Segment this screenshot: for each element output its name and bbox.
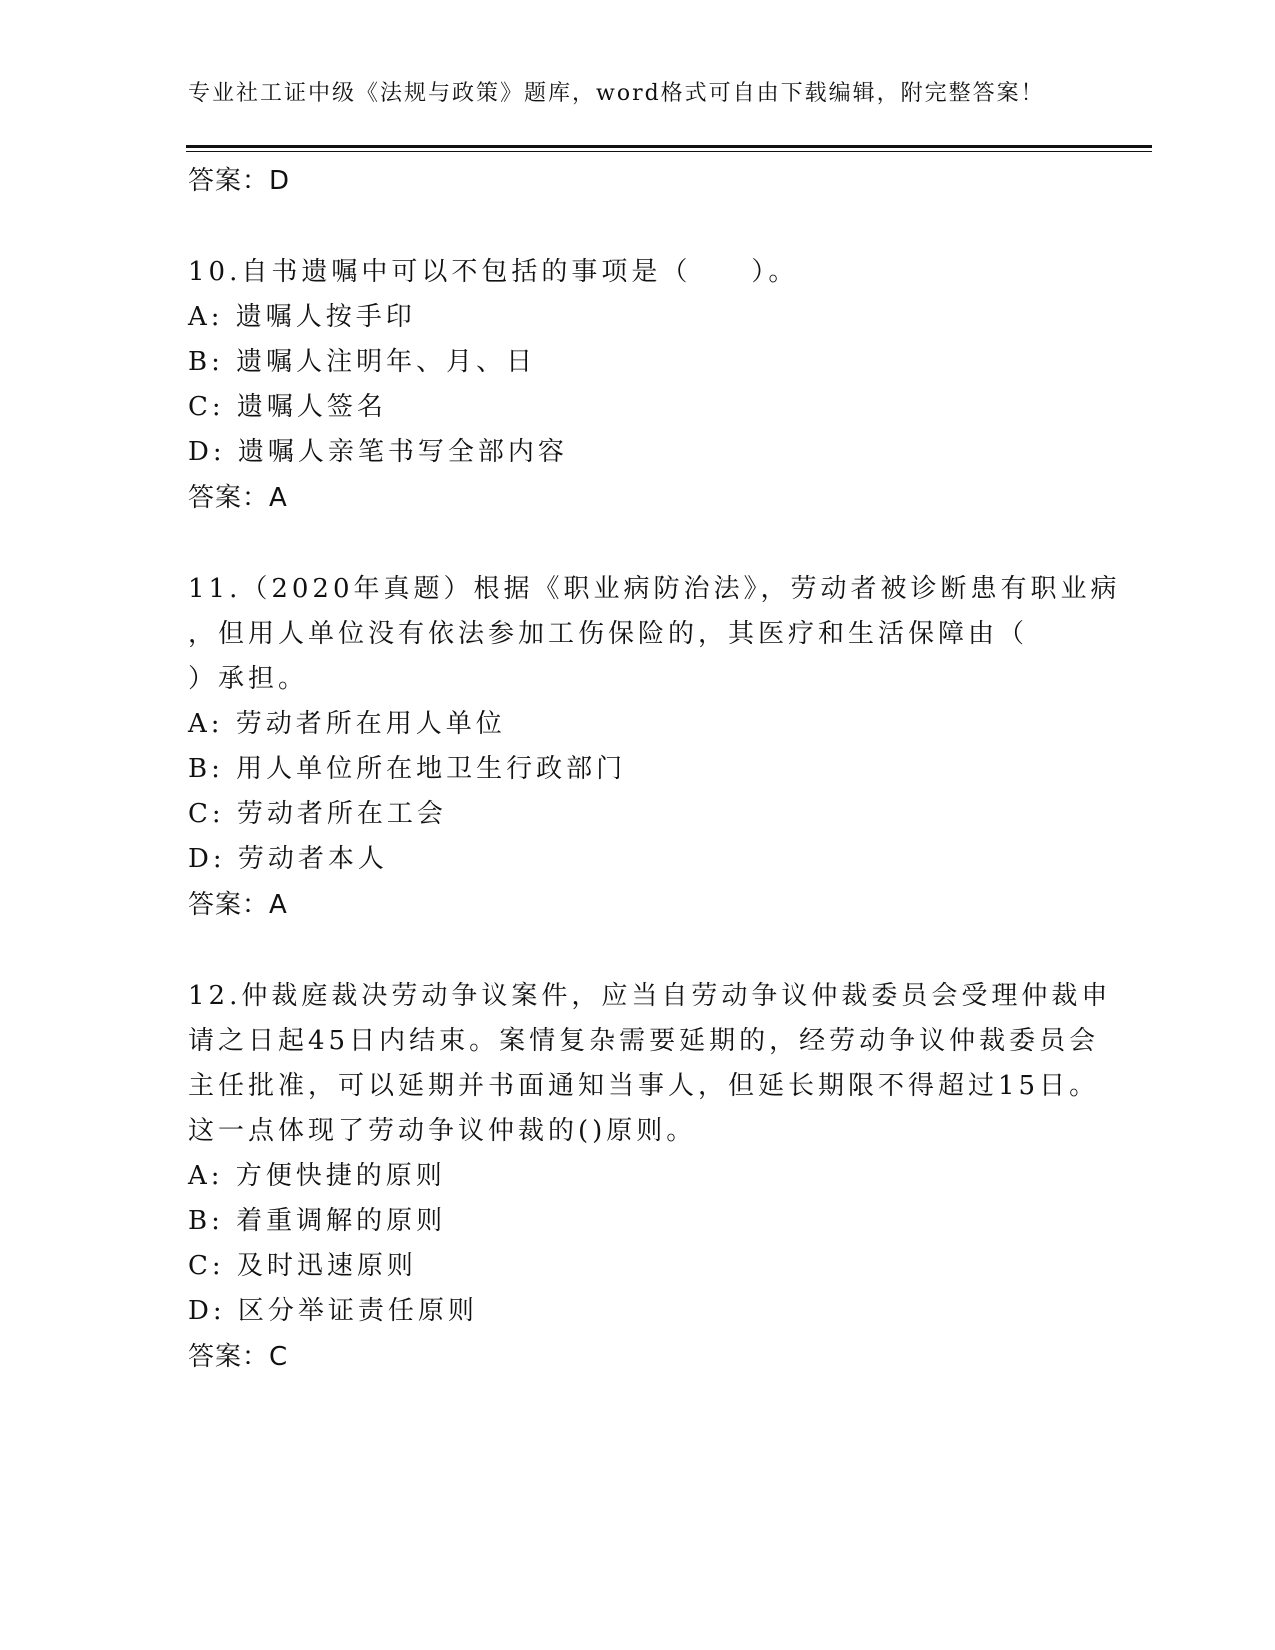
- question-list: [188, 158, 1148, 1380]
- question-stem-line: 12.仲裁庭裁决劳动争议案件，应当自劳动争议仲裁委员会受理仲裁申: [188, 981, 1112, 1011]
- option-c: C: 劳动者所在工会: [188, 799, 447, 829]
- question-stem-line: 主任批准，可以延期并书面通知当事人，但延长期限不得超过15日。: [188, 1071, 1100, 1101]
- option-b: B: 着重调解的原则: [188, 1206, 447, 1236]
- option-c: C: 遗嘱人签名: [188, 392, 387, 422]
- question-12: [188, 974, 1148, 1380]
- option-b: B: 用人单位所在地卫生行政部门: [188, 754, 627, 784]
- header-rule-thick: [186, 145, 1152, 148]
- question-stem-line: 请之日起45日内结束。案情复杂需要延期的，经劳动争议仲裁委员会: [188, 1026, 1100, 1056]
- header-rule-thin: [186, 151, 1152, 152]
- option-d: D: 区分举证责任原则: [188, 1296, 478, 1326]
- question-stem-line: 11.（2020年真题）根据《职业病防治法》，劳动者被诊断患有职业病: [188, 574, 1121, 604]
- option-a: A: 遗嘱人按手印: [188, 302, 416, 332]
- answer-line: 答案：A: [188, 483, 288, 513]
- option-a: A: 劳动者所在用人单位: [188, 709, 506, 739]
- answer-line: 答案：C: [188, 1342, 289, 1372]
- option-b: B: 遗嘱人注明年、月、日: [188, 347, 537, 377]
- option-a: A: 方便快捷的原则: [188, 1161, 446, 1191]
- option-d: D: 劳动者本人: [188, 844, 388, 874]
- question-stem: 10.自书遗嘱中可以不包括的事项是（ ）。: [188, 257, 799, 287]
- question-stem-line: 这一点体现了劳动争议仲裁的()原则。: [188, 1116, 697, 1146]
- question-stem-line: ）承担。: [188, 664, 309, 694]
- question-stem-line: ，但用人单位没有依法参加工伤保险的，其医疗和生活保障由（: [188, 619, 1029, 649]
- option-d: D: 遗嘱人亲笔书写全部内容: [188, 437, 568, 467]
- page-header: 专业社工证中级《法规与政策》题库，word格式可自由下载编辑，附完整答案！: [188, 81, 1045, 106]
- answer-line: 答案：A: [188, 890, 288, 920]
- answer-line: 答案：D: [188, 166, 291, 196]
- option-c: C: 及时迅速原则: [188, 1251, 417, 1281]
- question-11: [188, 567, 1148, 928]
- question-10: [188, 250, 1148, 521]
